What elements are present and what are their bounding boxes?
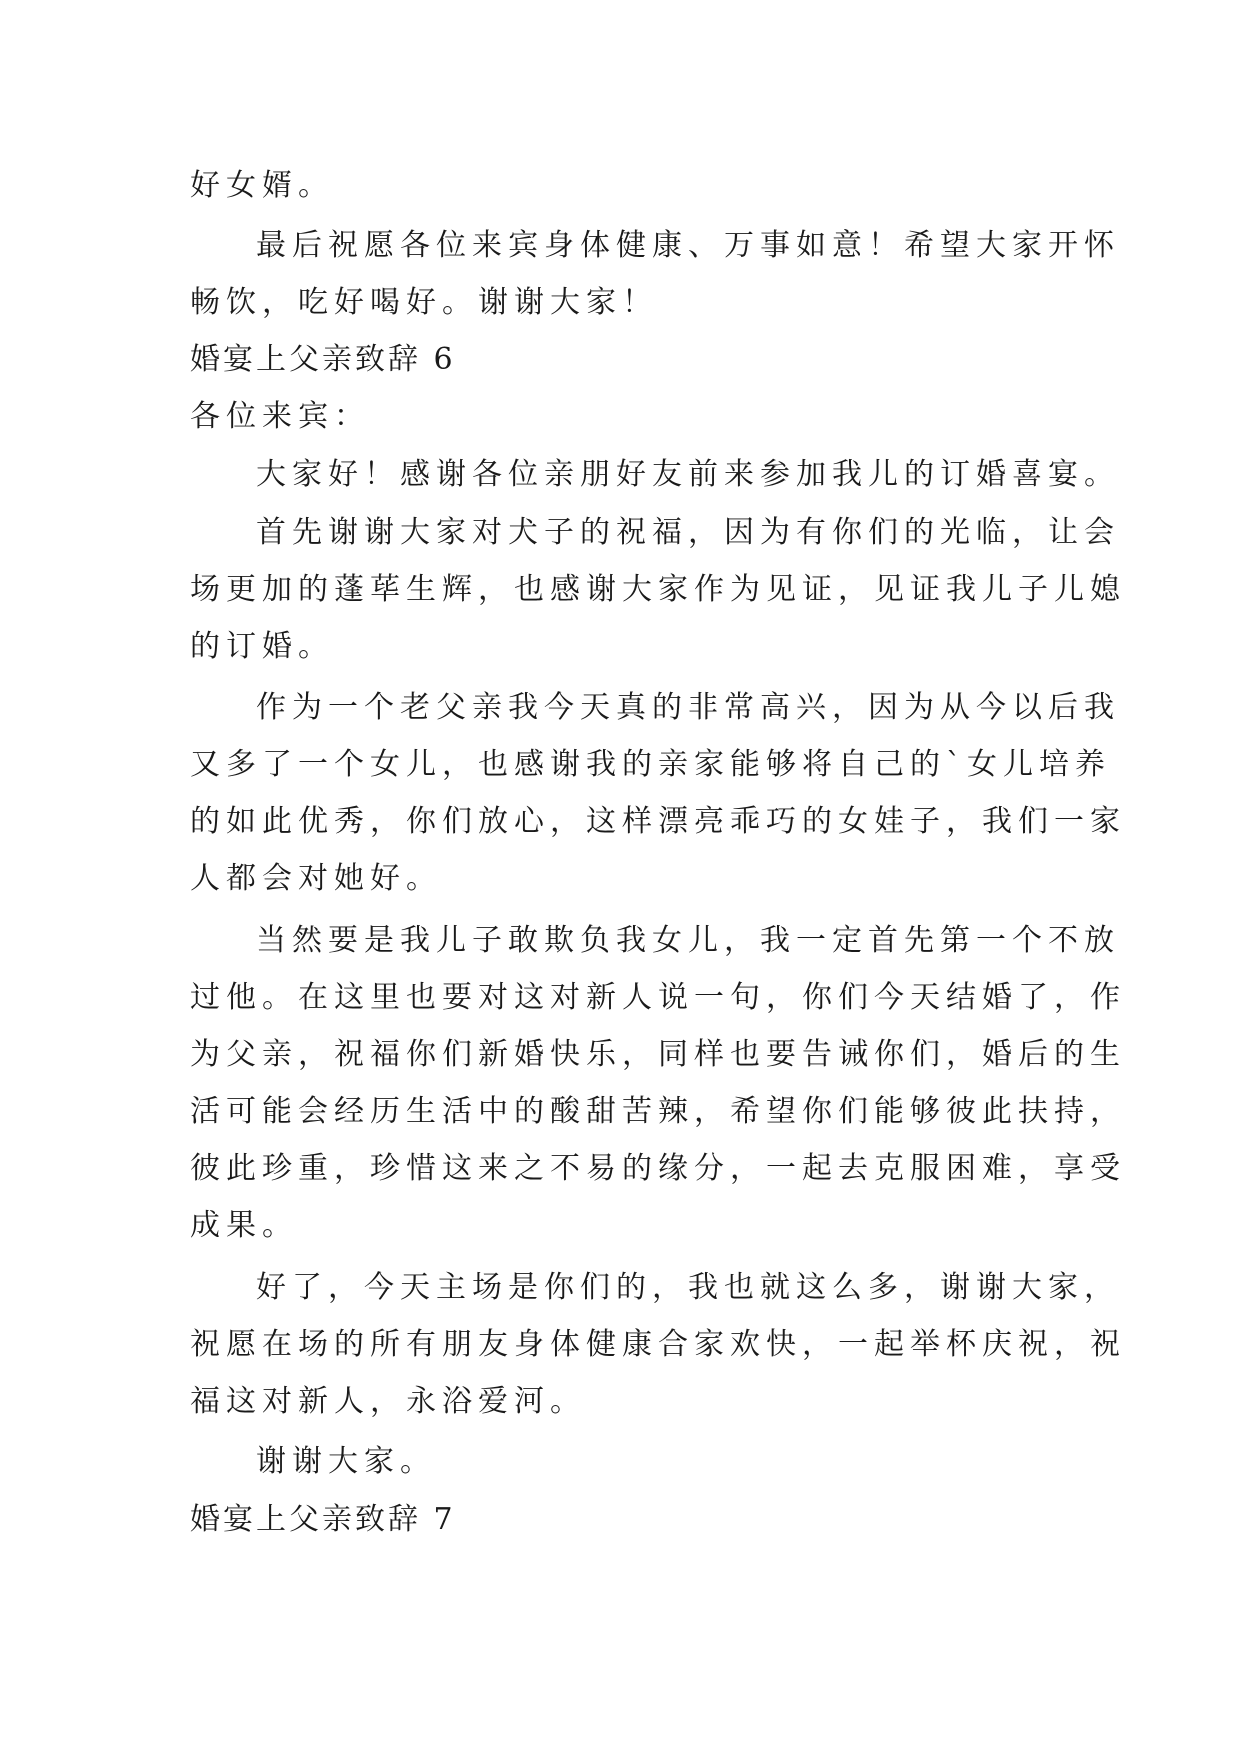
paragraph-line: 作为一个老父亲我今天真的非常高兴，因为从今以后我 <box>256 690 1120 725</box>
paragraph-line: 最后祝愿各位来宾身体健康、万事如意！希望大家开怀 <box>256 228 1120 263</box>
section-heading: 婚宴上父亲致辞 6 <box>190 342 456 377</box>
paragraph-line: 人都会对她好。 <box>190 861 442 896</box>
paragraph-line: 的订婚。 <box>190 629 334 664</box>
paragraph-line: 福这对新人，永浴爱河。 <box>190 1384 586 1419</box>
paragraph-line: 场更加的蓬荜生辉，也感谢大家作为见证，见证我儿子儿媳 <box>190 572 1126 607</box>
paragraph-line: 当然要是我儿子敢欺负我女儿，我一定首先第一个不放 <box>256 923 1120 958</box>
paragraph-line: 的如此优秀，你们放心，这样漂亮乖巧的女娃子，我们一家 <box>190 804 1126 839</box>
paragraph-line: 祝愿在场的所有朋友身体健康合家欢快，一起举杯庆祝，祝 <box>190 1327 1126 1362</box>
paragraph-line: 过他。在这里也要对这对新人说一句，你们今天结婚了，作 <box>190 980 1126 1015</box>
paragraph-line: 首先谢谢大家对犬子的祝福，因为有你们的光临，让会 <box>256 515 1120 550</box>
paragraph-line: 又多了一个女儿，也感谢我的亲家能够将自己的`女儿培养 <box>190 747 1111 782</box>
paragraph-line: 成果。 <box>190 1208 298 1243</box>
greeting: 各位来宾： <box>190 399 370 434</box>
paragraph-line: 畅饮，吃好喝好。谢谢大家！ <box>190 285 658 320</box>
section-heading: 婚宴上父亲致辞 7 <box>190 1502 456 1537</box>
paragraph-line: 活可能会经历生活中的酸甜苦辣，希望你们能够彼此扶持， <box>190 1094 1126 1129</box>
paragraph-line: 彼此珍重，珍惜这来之不易的缘分，一起去克服困难，享受 <box>190 1151 1126 1186</box>
paragraph-line: 大家好！感谢各位亲朋好友前来参加我儿的订婚喜宴。 <box>256 457 1120 492</box>
paragraph-line: 好女婿。 <box>190 168 334 203</box>
paragraph-line: 好了，今天主场是你们的，我也就这么多，谢谢大家， <box>256 1270 1120 1305</box>
paragraph-line: 谢谢大家。 <box>256 1444 436 1479</box>
paragraph-line: 为父亲，祝福你们新婚快乐，同样也要告诫你们，婚后的生 <box>190 1037 1126 1072</box>
